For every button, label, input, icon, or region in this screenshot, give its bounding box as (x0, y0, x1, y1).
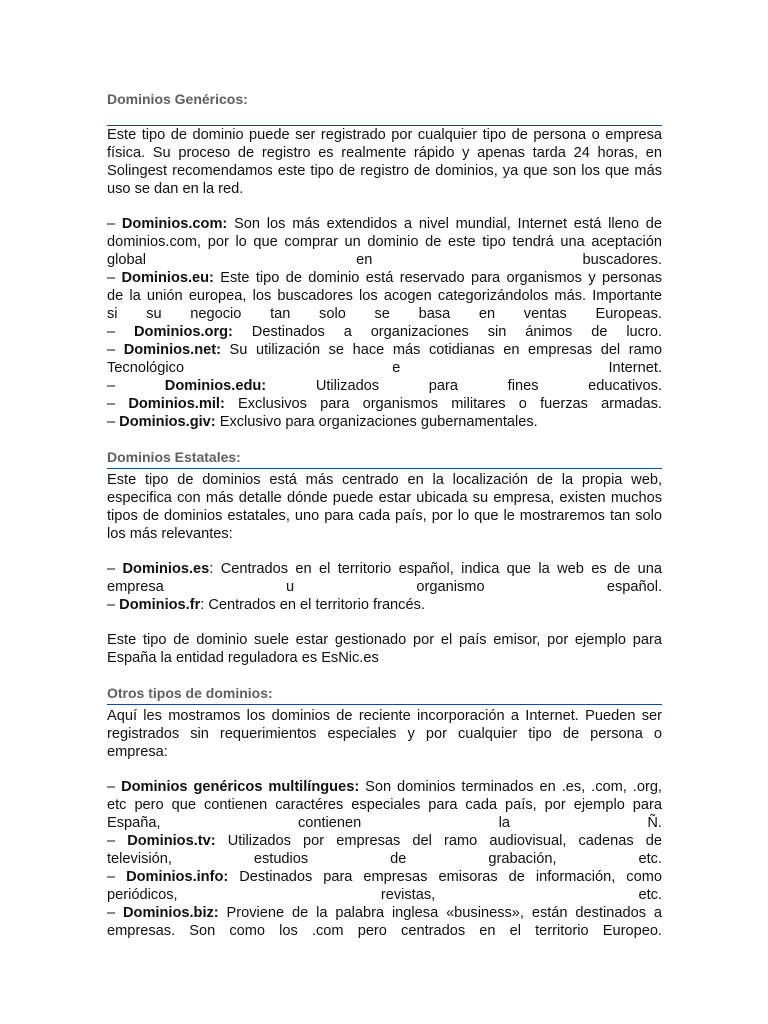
list-item-text: Son los más extendidos a nivel mundial, Internet está lleno de (227, 216, 662, 232)
list-item-text: Este tipo de dominio está reservado para organismos y personas (213, 270, 663, 286)
list-item-line (107, 377, 662, 395)
paragraph-line: registrados sin requerimientos especiales y por cualquier tipo de persona o (107, 726, 662, 742)
list-dash: – (107, 869, 127, 885)
list-item-line (107, 868, 662, 886)
paragraph-line: uso se dan en la red. (107, 181, 244, 197)
section-heading: Otros tipos de dominios: (107, 684, 662, 705)
paragraph-line: Este tipo de dominio puede ser registrado por cualquier tipo de persona o empresa (107, 127, 662, 143)
list-item-text: Destinados para empresas emisoras de información, como (228, 869, 662, 885)
list-item-line (107, 395, 662, 413)
list-item-text: Su utilización se hace más cotidianas en empresas del ramo (220, 342, 662, 358)
list-item-line: Tecnológico e Internet. (107, 360, 662, 376)
list-item-line: España, contienen la Ñ. (107, 815, 662, 831)
list-item-line: empresa u organismo español. (107, 579, 662, 595)
list-item-term: Dominios.giv: (119, 414, 216, 430)
list-dash: – (107, 342, 124, 358)
list-item-text: Utilizados para fines educativos. (266, 378, 662, 394)
list-item-term: Dominios.biz: (123, 905, 219, 921)
list-item-line (107, 413, 662, 431)
spacer (107, 761, 662, 778)
list-dash: – (107, 905, 123, 921)
paragraph-line: física. Su proceso de registro es realmente rápido y apenas tarda 24 horas, en (107, 145, 662, 161)
paragraph-line: especifica con más detalle dónde puede estar ubicada su empresa, existen muchos (107, 490, 662, 506)
spacer (107, 431, 662, 448)
list-item-line (107, 341, 662, 359)
list-item-line: si su negocio tan solo se basa en ventas Europeas. (107, 306, 662, 322)
list-item-term: Dominios.edu: (164, 378, 267, 394)
list-item-line: empresas. Son como los .com pero centrados en el territorio Europeo. (107, 923, 662, 939)
list-item-line: periódicos, revistas, etc. (107, 887, 662, 903)
paragraph-line: empresa: (107, 744, 168, 760)
list-item-line: de la unión europea, los buscadores los acogen categorizándolos más. Importante (107, 288, 662, 304)
list-dash: – (107, 378, 165, 394)
list-item-term: Dominios.fr (119, 597, 201, 613)
list-dash: – (107, 324, 134, 340)
list-item-line: dominios.com, por lo que comprar un dominio de este tipo tendrá una aceptación (107, 234, 662, 250)
spacer (107, 614, 662, 631)
list-dash: – (107, 216, 122, 232)
list-item-term: Dominios.info: (126, 869, 229, 885)
spacer (107, 543, 662, 560)
document-content (107, 90, 662, 940)
list-item-term: Dominios.eu: (121, 270, 214, 286)
list-dash: – (107, 561, 123, 577)
list-item-line (107, 904, 662, 922)
paragraph-line: Solingest recomendamos este tipo de registro de dominios, ya que son los que más (107, 163, 662, 179)
list-dash: – (107, 597, 120, 613)
paragraph-line: España la entidad reguladora es EsNic.es (107, 650, 379, 666)
paragraph-line: Este tipo de dominios está más centrado en la localización de la propia web, (107, 472, 662, 488)
paragraph-line: Este tipo de dominio suele estar gestionado por el país emisor, por ejemplo para (107, 632, 662, 648)
list-item-text: Proviene de la palabra inglesa «business», están destinados a (218, 905, 662, 921)
list-item-term: Dominios.com: (121, 216, 228, 232)
list-dash: – (107, 396, 129, 412)
list-item-line (107, 596, 662, 614)
list-item-text: : Centrados en el territorio francés. (200, 597, 425, 613)
list-item-text: : Centrados en el territorio español, indica que la web es de una (209, 561, 663, 577)
list-item-text: Exclusivo para organizaciones gubernamentales. (215, 414, 538, 430)
list-item-term: Dominios.tv: (127, 833, 216, 849)
section-heading: Dominios Estatales: (107, 448, 662, 469)
spacer (107, 198, 662, 215)
list-item-text: Son dominios terminados en .es, .com, .org, (359, 779, 662, 795)
list-dash: – (107, 833, 128, 849)
list-item-line (107, 215, 662, 233)
list-item-term: Dominios.net: (123, 342, 221, 358)
list-item-text: Utilizados por empresas del ramo audiovisual, cadenas de (215, 833, 663, 849)
list-item-term: Dominios.es (122, 561, 210, 577)
list-item-term: Dominios.org: (134, 324, 233, 340)
list-item-line (107, 832, 662, 850)
list-dash: – (107, 779, 122, 795)
list-item-term: Dominios genéricos multilíngues: (121, 779, 360, 795)
paragraph-line: los más relevantes: (107, 526, 233, 542)
paragraph-line: Aquí les mostramos los dominios de reciente incorporación a Internet. Pueden ser (107, 708, 662, 724)
list-item-line: televisión, estudios de grabación, etc. (107, 851, 662, 867)
list-item-text: Destinados a organizaciones sin ánimos de lucro. (232, 324, 663, 340)
list-item-term: Dominios.mil: (128, 396, 225, 412)
list-item-text: Exclusivos para organismos militares o fuerzas armadas. (224, 396, 662, 412)
list-item-line: etc pero que contienen caractéres especiales para cada país, por ejemplo para (107, 797, 662, 813)
spacer (107, 667, 662, 684)
list-dash: – (107, 270, 122, 286)
list-item-line: global en buscadores. (107, 252, 662, 268)
list-item-line (107, 323, 662, 341)
list-item-line (107, 269, 662, 287)
list-item-line (107, 778, 662, 796)
list-item-line (107, 560, 662, 578)
list-dash: – (107, 414, 120, 430)
paragraph-line: tipos de dominios estatales, uno para cada país, por lo que le mostraremos tan solo (107, 508, 662, 524)
section-heading: Dominios Genéricos: (107, 90, 662, 126)
